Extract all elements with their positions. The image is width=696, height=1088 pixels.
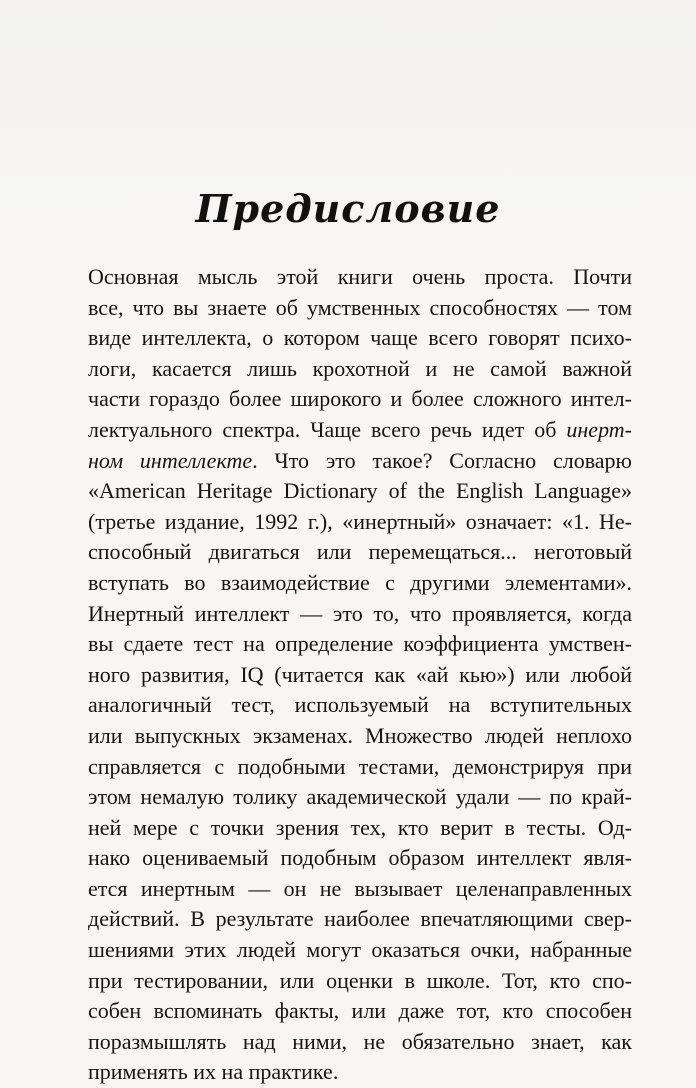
text-line: вступать во взаимодействие с другими элементами». [88, 569, 632, 595]
text-line: справляется с подобными тестами, демонстрируя при [88, 753, 632, 779]
text-line [88, 262, 632, 293]
text-line: «American Heritage Dictionary of the English Language» [88, 478, 632, 504]
text-line: логи, касается лишь крохотной и не самой важной [88, 355, 632, 381]
text-line: действий. В результате наиболее впечатляющими свер- [88, 906, 632, 932]
text-line: этом немалую толику академической удали — по край- [88, 784, 632, 810]
text-line: или выпускных экзаменах. Множество людей неплохо [88, 722, 632, 748]
text-line: поразмышлять над ними, не обязательно знает, как [88, 1028, 632, 1054]
text-line: ней мере с точки зрения тех, кто верит в тесты. Од- [88, 814, 632, 840]
text-line: вы сдаете тест на определение коэффициента умствен- [88, 631, 632, 657]
text-line-content: Основная мысль этой книги очень проста. Почти [88, 264, 632, 289]
text-line-content: лектуального спектра. Чаще всего речь идет об [88, 416, 567, 442]
chapter-title: Предисловие [195, 186, 501, 231]
text-line: ется инертным — он не вызывает целенаправленных [88, 875, 632, 901]
text-line: собен вспоминать факты, или даже тот, кто способен [88, 998, 632, 1024]
italic-term: ном интеллекте [88, 447, 253, 473]
text-line: части гораздо более широкого и более сложного интел- [88, 386, 632, 412]
text-line: аналогичный тест, используемый на вступительных [88, 692, 632, 718]
text-line: ного развития, IQ (читается как «ай кью») или любой [88, 661, 632, 687]
text-line: применять их на практике. [88, 1059, 339, 1085]
text-line-content: . Что это такое? Согласно словарю [252, 447, 632, 473]
body-paragraph [88, 262, 632, 1088]
text-line: способный двигаться или перемещаться... неготовый [88, 539, 632, 565]
text-line: все, что вы знаете об умственных способностях — том [88, 294, 632, 320]
text-line: при тестировании, или оценки в школе. Тот, кто спо- [88, 967, 632, 993]
text-line [88, 446, 632, 477]
italic-term: инерт- [566, 416, 632, 442]
text-line: Инертный интеллект — это то, что проявляется, когда [88, 600, 632, 626]
text-line: шениями этих людей могут оказаться очки, набранные [88, 937, 632, 963]
text-line: (третье издание, 1992 г.), «инертный» означает: «1. Не- [88, 508, 632, 534]
text-line: нако оцениваемый подобным образом интеллект явля- [88, 845, 632, 871]
text-line: виде интеллекта, о котором чаще всего говорят психо- [88, 325, 632, 351]
text-line [88, 415, 632, 446]
